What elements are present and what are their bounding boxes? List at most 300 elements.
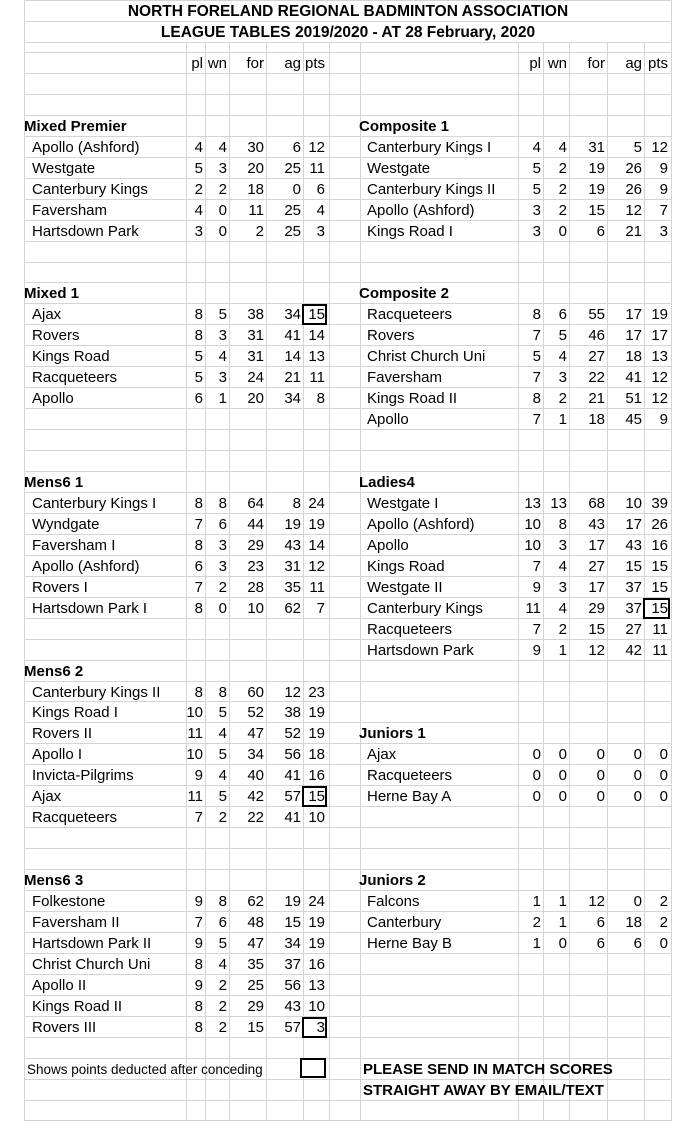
team-pl: 5 — [194, 348, 203, 365]
team-pts: 4 — [316, 202, 325, 219]
team-ag: 6 — [633, 935, 642, 952]
team-for: 60 — [247, 684, 264, 701]
team-pts-deducted: 3 — [302, 1017, 327, 1038]
team-wn: 4 — [558, 600, 567, 617]
team-wn: 5 — [218, 704, 227, 721]
team-pl: 3 — [532, 202, 541, 219]
team-name: Rovers III — [32, 1019, 97, 1036]
team-for: 23 — [247, 558, 264, 575]
team-name: Kings Road II — [367, 390, 458, 407]
team-name: Ajax — [32, 306, 62, 323]
team-pts: 0 — [659, 746, 668, 763]
team-name: Rovers — [32, 327, 80, 344]
team-ag: 41 — [284, 327, 301, 344]
team-for: 22 — [247, 809, 264, 826]
team-pl: 5 — [532, 348, 541, 365]
team-name: Kings Road I — [32, 704, 118, 721]
team-wn: 6 — [558, 306, 567, 323]
team-for: 29 — [247, 537, 264, 554]
team-pl: 10 — [186, 746, 203, 763]
team-ag: 25 — [284, 160, 301, 177]
team-for: 28 — [247, 579, 264, 596]
team-pts: 19 — [308, 935, 325, 952]
deduction-legend-text: Shows points deducted after conceding — [27, 1062, 263, 1077]
team-for: 15 — [588, 202, 605, 219]
grid-line — [24, 1120, 672, 1121]
team-for: 31 — [588, 139, 605, 156]
team-wn: 3 — [558, 579, 567, 596]
team-pl: 9 — [194, 935, 203, 952]
team-for: 22 — [588, 369, 605, 386]
team-pl: 7 — [532, 369, 541, 386]
team-name: Racqueteers — [32, 369, 118, 386]
team-wn: 8 — [218, 684, 227, 701]
team-for: 15 — [588, 621, 605, 638]
team-pl: 2 — [532, 914, 541, 931]
team-pl: 8 — [194, 684, 203, 701]
left-column-header-pts: pts — [304, 55, 325, 72]
team-pl: 8 — [194, 306, 203, 323]
team-for: 11 — [248, 202, 264, 219]
team-name: Falcons — [367, 893, 420, 910]
team-name: Rovers — [367, 327, 415, 344]
grid-line — [24, 0, 25, 1120]
team-pts: 16 — [651, 537, 668, 554]
team-ag: 26 — [625, 160, 642, 177]
team-name: Faversham II — [32, 914, 120, 931]
team-pl: 4 — [194, 139, 203, 156]
table-title-mens6-1: Mens6 1 — [24, 474, 84, 491]
team-name: Hartsdown Park II — [32, 935, 152, 952]
team-pts: 11 — [309, 579, 325, 596]
team-ag: 43 — [625, 537, 642, 554]
team-wn: 5 — [218, 935, 227, 952]
team-for: 47 — [247, 935, 264, 952]
team-name: Christ Church Uni — [32, 956, 151, 973]
team-pts: 14 — [308, 327, 325, 344]
team-name: Canterbury Kings II — [367, 181, 496, 198]
team-wn: 8 — [218, 495, 227, 512]
team-pts: 12 — [308, 558, 325, 575]
team-ag: 19 — [284, 516, 301, 533]
team-pl: 8 — [194, 600, 203, 617]
team-wn: 1 — [558, 914, 567, 931]
team-pl: 3 — [194, 223, 203, 240]
right-column-header-for: for — [587, 55, 605, 72]
table-title-composite-1: Composite 1 — [359, 118, 450, 135]
team-pts: 12 — [308, 139, 325, 156]
team-pts: 7 — [659, 202, 668, 219]
team-name: Hartsdown Park I — [32, 600, 148, 617]
team-pts-deducted: 15 — [302, 786, 327, 807]
team-ag: 37 — [284, 956, 301, 973]
team-pl: 7 — [532, 411, 541, 428]
team-for: 12 — [588, 642, 605, 659]
team-for: 29 — [247, 998, 264, 1015]
right-column-header-pl: pl — [529, 55, 541, 72]
team-pl: 8 — [194, 327, 203, 344]
team-for: 0 — [596, 788, 605, 805]
team-ag: 6 — [292, 139, 301, 156]
team-ag: 43 — [284, 537, 301, 554]
team-name: Canterbury Kings — [367, 600, 483, 617]
team-ag: 18 — [625, 914, 642, 931]
team-pts: 19 — [308, 725, 325, 742]
team-wn: 0 — [558, 788, 567, 805]
team-ag: 62 — [284, 600, 301, 617]
team-for: 29 — [588, 600, 605, 617]
team-pts: 11 — [652, 621, 668, 638]
team-ag: 17 — [625, 306, 642, 323]
team-pl: 10 — [524, 516, 541, 533]
team-name: Apollo I — [32, 746, 83, 763]
league-tables-date: LEAGUE TABLES 2019/2020 - AT 28 February, 2020 — [160, 24, 536, 41]
team-wn: 4 — [218, 139, 227, 156]
team-for: 24 — [247, 369, 264, 386]
team-for: 10 — [247, 600, 264, 617]
table-title-juniors-1: Juniors 1 — [359, 725, 426, 742]
team-wn: 6 — [218, 914, 227, 931]
team-pts: 13 — [308, 977, 325, 994]
team-ag: 21 — [625, 223, 642, 240]
team-name: Canterbury Kings I — [367, 139, 492, 156]
team-for: 17 — [588, 537, 605, 554]
notice-line-1: PLEASE SEND IN MATCH SCORES — [363, 1061, 613, 1078]
team-pl: 6 — [194, 390, 203, 407]
team-for: 55 — [588, 306, 605, 323]
team-name: Kings Road I — [367, 223, 453, 240]
team-ag: 25 — [284, 202, 301, 219]
table-title-juniors-2: Juniors 2 — [359, 872, 426, 889]
team-ag: 38 — [284, 704, 301, 721]
team-wn: 2 — [218, 1019, 227, 1036]
team-for: 19 — [588, 160, 605, 177]
team-for: 12 — [588, 893, 605, 910]
team-pts: 19 — [651, 306, 668, 323]
grid-line — [24, 848, 672, 849]
team-ag: 17 — [625, 327, 642, 344]
team-pl: 6 — [194, 558, 203, 575]
grid-line — [24, 94, 672, 95]
team-pts: 16 — [308, 956, 325, 973]
team-wn: 2 — [558, 181, 567, 198]
team-name: Faversham — [367, 369, 443, 386]
team-name: Racqueteers — [367, 306, 453, 323]
team-name: Wyndgate — [32, 516, 100, 533]
team-pl: 7 — [194, 809, 203, 826]
team-name: Kings Road — [32, 348, 110, 365]
team-wn: 1 — [218, 390, 227, 407]
team-wn: 0 — [218, 223, 227, 240]
table-title-mixed-1: Mixed 1 — [24, 285, 80, 302]
team-pts: 10 — [308, 998, 325, 1015]
team-for: 18 — [588, 411, 605, 428]
team-for: 44 — [247, 516, 264, 533]
team-pl: 7 — [194, 579, 203, 596]
team-name: Racqueteers — [367, 767, 453, 784]
grid-line — [671, 0, 672, 1120]
team-name: Apollo (Ashford) — [32, 139, 140, 156]
team-ag: 15 — [284, 914, 301, 931]
team-wn: 3 — [218, 537, 227, 554]
team-ag: 56 — [284, 977, 301, 994]
team-wn: 0 — [558, 223, 567, 240]
team-ag: 45 — [625, 411, 642, 428]
team-wn: 5 — [218, 306, 227, 323]
grid-line — [24, 450, 672, 451]
team-pts: 23 — [308, 684, 325, 701]
team-ag: 5 — [633, 139, 642, 156]
team-name: Rovers I — [32, 579, 88, 596]
team-name: Westgate II — [367, 579, 443, 596]
team-name: Invicta-Pilgrims — [32, 767, 134, 784]
team-for: 43 — [588, 516, 605, 533]
team-for: 15 — [247, 1019, 264, 1036]
team-pl: 10 — [186, 704, 203, 721]
team-for: 18 — [247, 181, 264, 198]
team-ag: 56 — [284, 746, 301, 763]
deduction-legend-box — [300, 1058, 326, 1078]
team-ag: 34 — [284, 306, 301, 323]
team-ag: 21 — [284, 369, 301, 386]
team-pl: 9 — [194, 767, 203, 784]
team-wn: 0 — [218, 202, 227, 219]
team-ag: 14 — [284, 348, 301, 365]
team-wn: 4 — [218, 956, 227, 973]
team-pts: 19 — [308, 516, 325, 533]
team-ag: 37 — [625, 600, 642, 617]
team-pl: 0 — [532, 767, 541, 784]
team-for: 48 — [247, 914, 264, 931]
team-for: 46 — [588, 327, 605, 344]
team-ag: 12 — [625, 202, 642, 219]
team-pts: 8 — [316, 390, 325, 407]
team-pl: 1 — [532, 935, 541, 952]
team-name: Apollo — [32, 390, 74, 407]
team-pl: 8 — [532, 390, 541, 407]
team-pts: 11 — [309, 160, 325, 177]
team-for: 47 — [247, 725, 264, 742]
team-for: 68 — [588, 495, 605, 512]
team-pts: 12 — [651, 390, 668, 407]
team-ag: 51 — [625, 390, 642, 407]
team-pts: 12 — [651, 139, 668, 156]
team-pl: 10 — [524, 537, 541, 554]
team-for: 0 — [596, 767, 605, 784]
team-ag: 35 — [284, 579, 301, 596]
team-wn: 2 — [218, 998, 227, 1015]
right-column-header-wn: wn — [547, 55, 567, 72]
team-pts: 9 — [659, 411, 668, 428]
team-name: Westgate — [32, 160, 96, 177]
association-title: NORTH FORELAND REGIONAL BADMINTON ASSOCIATION — [127, 3, 569, 20]
team-for: 52 — [247, 704, 264, 721]
team-name: Folkestone — [32, 893, 106, 910]
team-pts: 24 — [308, 893, 325, 910]
team-for: 42 — [247, 788, 264, 805]
team-pts: 9 — [659, 181, 668, 198]
team-wn: 0 — [558, 746, 567, 763]
table-title-mixed-premier: Mixed Premier — [24, 118, 127, 135]
team-for: 6 — [596, 914, 605, 931]
team-ag: 10 — [625, 495, 642, 512]
team-pts: 11 — [652, 642, 668, 659]
team-ag: 41 — [284, 809, 301, 826]
team-for: 2 — [255, 223, 264, 240]
team-for: 6 — [596, 223, 605, 240]
team-for: 38 — [247, 306, 264, 323]
team-pl: 11 — [525, 600, 541, 617]
team-wn: 4 — [558, 139, 567, 156]
team-pl: 7 — [194, 516, 203, 533]
team-name: Hartsdown Park — [32, 223, 139, 240]
team-pl: 8 — [194, 998, 203, 1015]
table-title-mens6-2: Mens6 2 — [24, 663, 84, 680]
team-pl: 7 — [532, 621, 541, 638]
team-wn: 2 — [558, 390, 567, 407]
team-for: 34 — [247, 746, 264, 763]
team-ag: 52 — [284, 725, 301, 742]
team-ag: 42 — [625, 642, 642, 659]
team-pts: 2 — [659, 914, 668, 931]
team-wn: 8 — [218, 893, 227, 910]
table-title-mens6-3: Mens6 3 — [24, 872, 84, 889]
team-pl: 8 — [194, 495, 203, 512]
team-pl: 13 — [524, 495, 541, 512]
left-column-header-pl: pl — [191, 55, 203, 72]
team-name: Apollo (Ashford) — [32, 558, 140, 575]
team-pts: 26 — [651, 516, 668, 533]
team-pl: 1 — [532, 893, 541, 910]
team-ag: 41 — [625, 369, 642, 386]
team-pts: 11 — [309, 369, 325, 386]
team-name: Ajax — [32, 788, 62, 805]
team-ag: 0 — [633, 893, 642, 910]
team-pts: 14 — [308, 537, 325, 554]
team-pl: 9 — [532, 642, 541, 659]
team-wn: 4 — [558, 348, 567, 365]
team-for: 35 — [247, 956, 264, 973]
team-pl: 8 — [532, 306, 541, 323]
team-wn: 2 — [218, 977, 227, 994]
team-for: 20 — [247, 390, 264, 407]
team-pts: 15 — [651, 558, 668, 575]
team-pl: 2 — [194, 181, 203, 198]
team-pl: 8 — [194, 537, 203, 554]
left-column-header-for: for — [246, 55, 264, 72]
team-name: Apollo — [367, 537, 409, 554]
team-ag: 27 — [625, 621, 642, 638]
team-pts: 0 — [659, 935, 668, 952]
team-name: Racqueteers — [367, 621, 453, 638]
team-name: Faversham I — [32, 537, 116, 554]
team-ag: 43 — [284, 998, 301, 1015]
team-name: Rovers II — [32, 725, 93, 742]
team-pl: 8 — [194, 956, 203, 973]
team-pts: 7 — [316, 600, 325, 617]
team-wn: 2 — [558, 160, 567, 177]
team-name: Canterbury Kings I — [32, 495, 157, 512]
team-ag: 19 — [284, 893, 301, 910]
team-name: Faversham — [32, 202, 108, 219]
team-pts: 3 — [316, 223, 325, 240]
team-name: Christ Church Uni — [367, 348, 486, 365]
team-for: 30 — [247, 139, 264, 156]
team-wn: 0 — [558, 767, 567, 784]
team-wn: 5 — [558, 327, 567, 344]
team-for: 31 — [247, 348, 264, 365]
grid-line — [24, 262, 672, 263]
team-pts: 13 — [651, 348, 668, 365]
team-ag: 18 — [625, 348, 642, 365]
team-ag: 26 — [625, 181, 642, 198]
team-ag: 15 — [625, 558, 642, 575]
team-pts: 0 — [659, 767, 668, 784]
team-wn: 3 — [558, 369, 567, 386]
team-pts: 16 — [308, 767, 325, 784]
team-wn: 0 — [218, 600, 227, 617]
team-pl: 7 — [532, 558, 541, 575]
table-title-composite-2: Composite 2 — [359, 285, 450, 302]
team-pts-deducted: 15 — [643, 598, 670, 619]
team-pl: 7 — [532, 327, 541, 344]
table-title-ladies4: Ladies4 — [359, 474, 415, 491]
left-column-header-wn: wn — [207, 55, 227, 72]
team-name: Herne Bay B — [367, 935, 453, 952]
team-wn: 8 — [558, 516, 567, 533]
team-pl: 9 — [194, 977, 203, 994]
team-ag: 0 — [633, 746, 642, 763]
grid-line — [360, 42, 361, 1120]
team-pl: 11 — [187, 788, 203, 805]
team-wn: 5 — [218, 746, 227, 763]
team-wn: 0 — [558, 935, 567, 952]
team-wn: 3 — [558, 537, 567, 554]
team-pl: 0 — [532, 788, 541, 805]
right-column-header-ag: ag — [625, 55, 642, 72]
team-name: Kings Road — [367, 558, 445, 575]
team-pts: 6 — [316, 181, 325, 198]
team-wn: 3 — [218, 327, 227, 344]
team-name: Canterbury — [367, 914, 442, 931]
team-ag: 8 — [292, 495, 301, 512]
team-pts: 19 — [308, 914, 325, 931]
team-pts: 9 — [659, 160, 668, 177]
team-ag: 41 — [284, 767, 301, 784]
team-pts: 2 — [659, 893, 668, 910]
team-name: Herne Bay A — [367, 788, 452, 805]
team-pts: 39 — [651, 495, 668, 512]
team-for: 27 — [588, 348, 605, 365]
team-name: Apollo — [367, 411, 409, 428]
team-wn: 3 — [218, 160, 227, 177]
right-column-header-pts: pts — [647, 55, 668, 72]
team-wn: 2 — [218, 579, 227, 596]
team-wn: 2 — [218, 181, 227, 198]
team-for: 21 — [588, 390, 605, 407]
team-wn: 2 — [218, 809, 227, 826]
team-pl: 7 — [194, 914, 203, 931]
team-wn: 4 — [218, 725, 227, 742]
team-pts: 19 — [308, 704, 325, 721]
team-name: Racqueteers — [32, 809, 118, 826]
team-ag: 57 — [284, 1019, 301, 1036]
team-pl: 11 — [187, 725, 203, 742]
team-pl: 9 — [532, 579, 541, 596]
team-pts: 12 — [651, 369, 668, 386]
team-wn: 4 — [558, 558, 567, 575]
team-ag: 34 — [284, 390, 301, 407]
